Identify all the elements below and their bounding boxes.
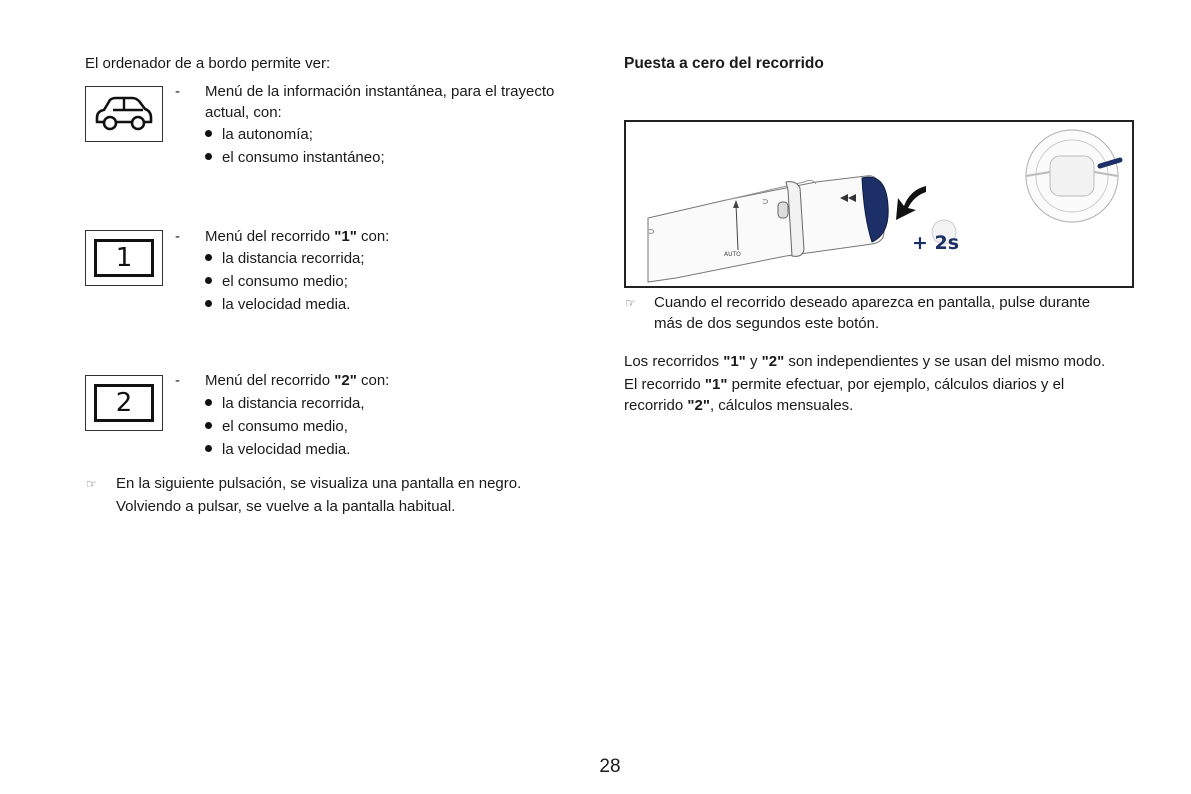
menu3-text-bold: "2" xyxy=(334,372,357,389)
stalk-figure xyxy=(624,120,1134,288)
bullet-dot xyxy=(205,254,212,261)
para1-b: "1" xyxy=(723,353,746,370)
para2-a: El recorrido xyxy=(624,376,705,393)
car-icon-box xyxy=(85,86,163,142)
bullet-text: la distancia recorrida; xyxy=(222,250,365,267)
bullet-dot xyxy=(205,153,212,160)
pointing-hand-icon: ☞ xyxy=(86,477,97,491)
bullet-text: el consumo instantáneo; xyxy=(222,149,385,166)
right-note-line2: más de dos segundos este botón. xyxy=(654,315,880,332)
menu2-bullet xyxy=(205,248,365,270)
bullet-text: la distancia recorrida, xyxy=(222,395,365,412)
bullet-text: la velocidad media. xyxy=(222,296,351,313)
bullet-dot xyxy=(205,399,212,406)
menu1-text-line2: actual, con: xyxy=(205,104,282,121)
bullet-text: el consumo medio, xyxy=(222,418,348,435)
para1-e: son independientes y se usan del mismo modo. xyxy=(784,353,1106,370)
para2-f: , cálculos mensuales. xyxy=(709,397,854,414)
page-number: 28 xyxy=(599,756,621,777)
para1-a: Los recorridos xyxy=(624,353,724,370)
bullet-dot xyxy=(205,422,212,429)
menu1-bullet xyxy=(205,147,385,169)
paragraph-example-line1 xyxy=(624,374,1064,396)
menu3-text-c: con: xyxy=(356,372,390,389)
bullet-dot xyxy=(205,130,212,137)
para2-e: "2" xyxy=(687,397,710,414)
svg-text:⊃: ⊃ xyxy=(762,197,769,206)
bullet-dot xyxy=(205,277,212,284)
plus-2s-badge: + 2s xyxy=(912,232,960,254)
menu2-text-a: Menú del recorrido xyxy=(205,228,335,245)
para1-d: "2" xyxy=(761,353,785,370)
menu2-text-bold: "1" xyxy=(334,228,357,245)
bullet-text: la velocidad media. xyxy=(222,441,351,458)
menu3-bullet xyxy=(205,416,348,438)
menu2-bullet xyxy=(205,271,348,293)
car-icon xyxy=(93,94,155,134)
stalk-label: AUTO xyxy=(724,251,741,258)
paragraph-independent xyxy=(624,351,1105,373)
para1-c: y xyxy=(745,353,762,370)
right-note-line1: Cuando el recorrido deseado aparezca en pantalla, pulse durante xyxy=(654,294,1091,311)
menu1-dash: - xyxy=(175,83,180,100)
note-line2: Volviendo a pulsar, se vuelve a la pantalla habitual. xyxy=(116,498,456,515)
bullet-text: el consumo medio; xyxy=(222,273,348,290)
menu3-dash: - xyxy=(175,372,180,389)
para2-b: "1" xyxy=(704,376,728,393)
menu2-text xyxy=(205,226,389,248)
note-line1: En la siguiente pulsación, se visualiza una pantalla en negro. xyxy=(116,475,522,492)
bullet-dot xyxy=(205,300,212,307)
intro-text: El ordenador de a bordo permite ver: xyxy=(85,55,331,72)
menu3-bullet xyxy=(205,393,365,415)
para2-c: permite efectuar, por ejemplo, cálculos diarios y el xyxy=(727,376,1065,393)
paragraph-example-line2 xyxy=(624,395,853,417)
trip2-icon-box xyxy=(85,375,163,431)
bullet-text: la autonomía; xyxy=(222,126,313,143)
bullet-dot xyxy=(205,445,212,452)
menu2-text-c: con: xyxy=(356,228,390,245)
para2-d: recorrido xyxy=(624,397,688,414)
trip2-icon: 2 xyxy=(94,384,154,422)
menu1-bullet xyxy=(205,124,313,146)
menu2-bullet xyxy=(205,294,350,316)
menu3-bullet xyxy=(205,439,350,461)
stalk-illustration xyxy=(626,122,1132,286)
svg-text:⊃: ⊃ xyxy=(648,227,655,236)
menu3-text xyxy=(205,370,389,392)
section-title: Puesta a cero del recorrido xyxy=(624,55,824,72)
menu1-text-line1: Menú de la información instantánea, para el trayecto xyxy=(205,83,555,100)
menu3-text-a: Menú del recorrido xyxy=(205,372,335,389)
pointing-hand-icon: ☞ xyxy=(625,296,636,310)
menu2-dash: - xyxy=(175,228,180,245)
trip1-icon-box xyxy=(85,230,163,286)
trip1-icon: 1 xyxy=(94,239,154,277)
